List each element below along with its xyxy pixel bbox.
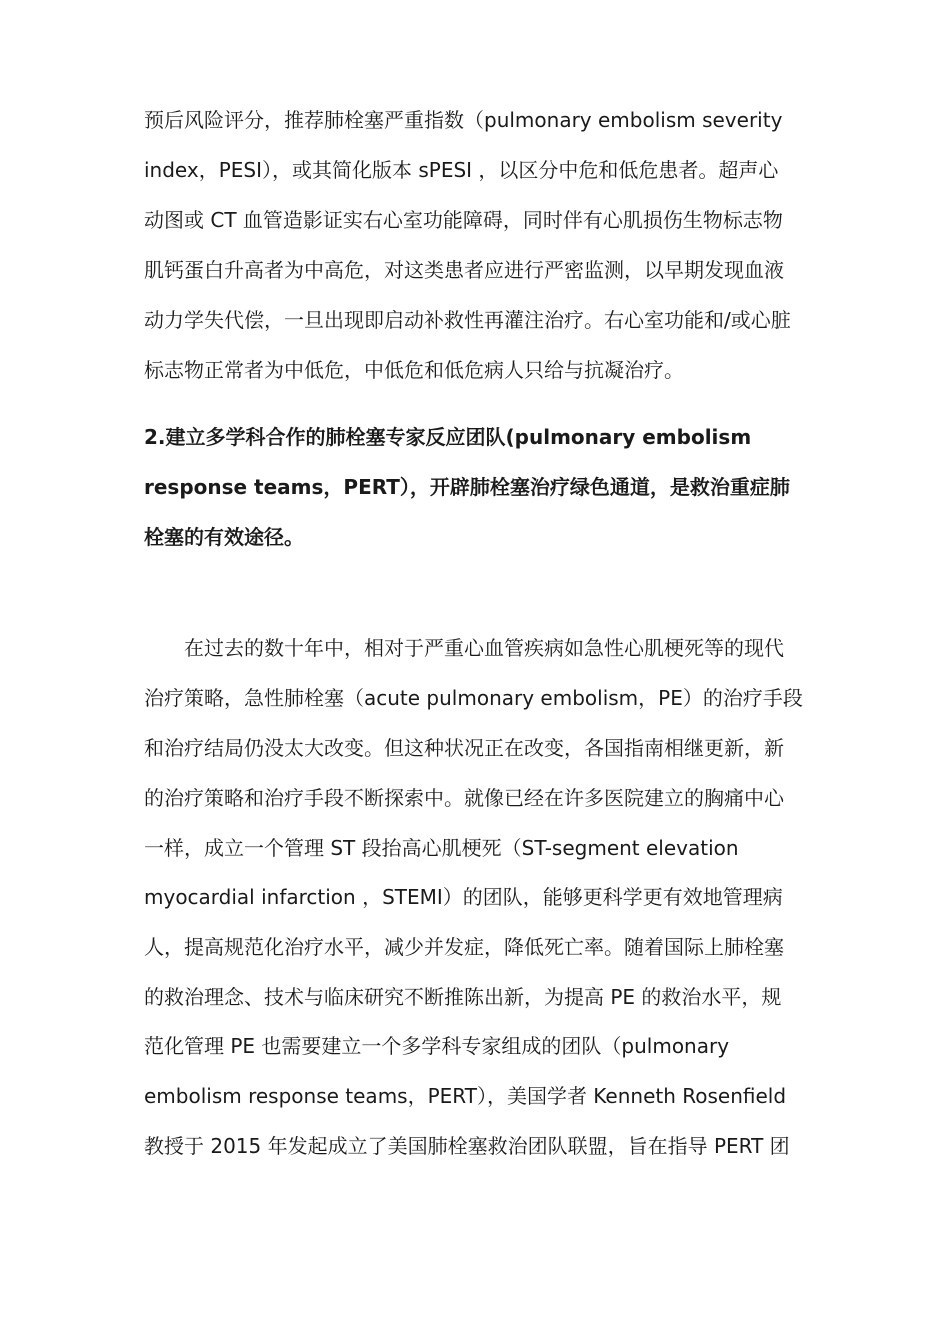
text-line: 动图或 CT 血管造影证实右心室功能障碍，同时伴有心肌损伤生物标志物 — [144, 208, 783, 232]
text-line: 的治疗策略和治疗手段不断探索中。就像已经在许多医院建立的胸痛中心 — [144, 786, 784, 810]
text-line: 人，提高规范化治疗水平，减少并发症，降低死亡率。随着国际上肺栓塞 — [144, 935, 784, 959]
text-line: 预后风险评分，推荐肺栓塞严重指数（pulmonary embolism severity — [144, 108, 783, 132]
text-line: embolism response teams，PERT），美国学者 Kenneth Rosenfield — [144, 1084, 787, 1108]
text-line: 的救治理念、技术与临床研究不断推陈出新，为提高 PE 的救治水平，规 — [144, 985, 782, 1009]
text-line: 范化管理 PE 也需要建立一个多学科专家组成的团队（pulmonary — [144, 1034, 730, 1058]
text-line: 教授于 2015 年发起成立了美国肺栓塞救治团队联盟，旨在指导 PERT 团 — [144, 1134, 790, 1158]
text-line: 标志物正常者为中低危，中低危和低危病人只给与抗凝治疗。 — [144, 358, 684, 382]
text-line: 在过去的数十年中，相对于严重心血管疾病如急性心肌梗死等的现代 — [184, 636, 784, 660]
heading-line: 2.建立多学科合作的肺栓塞专家反应团队(pulmonary embolism — [144, 425, 752, 449]
text-line: 和治疗结局仍没太大改变。但这种状况正在改变，各国指南相继更新，新 — [144, 736, 784, 760]
text-line: index，PESI），或其简化版本 sPESI ，以区分中危和低危患者。超声心 — [144, 158, 779, 182]
text-line: 一样，成立一个管理 ST 段抬高心肌梗死（ST-segment elevation — [144, 836, 739, 860]
heading-line: 栓塞的有效途径。 — [144, 525, 304, 549]
text-line: 治疗策略，急性肺栓塞（acute pulmonary embolism，PE）的治疗手段 — [144, 686, 803, 710]
text-line: 动力学失代偿，一旦出现即启动补救性再灌注治疗。右心室功能和/或心脏 — [144, 308, 791, 332]
text-line: myocardial infarction ，STEMI）的团队，能够更科学更有效地管理病 — [144, 885, 783, 909]
heading-line: response teams，PERT），开辟肺栓塞治疗绿色通道，是救治重症肺 — [144, 475, 790, 499]
text-line: 肌钙蛋白升高者为中高危，对这类患者应进行严密监测，以早期发现血液 — [144, 258, 784, 282]
